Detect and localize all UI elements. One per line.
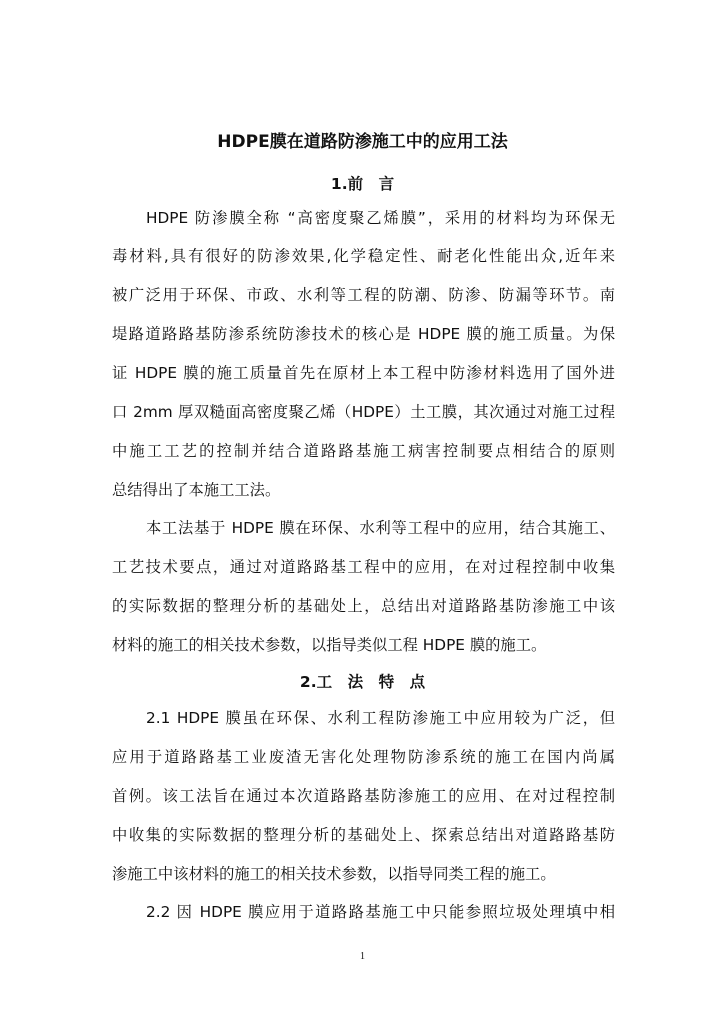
paragraph-line: 中施工工艺的控制并结合道路路基施工病害控制要点相结合的原则 [112, 442, 615, 460]
paragraph-line: 总结得出了本施工工法。 [112, 481, 281, 499]
paragraph-line: 口 2mm 厚双糙面高密度聚乙烯（HDPE）土工膜，其次通过对施工过程 [112, 403, 615, 421]
paragraph-line: 中收集的实际数据的整理分析的基础处上、探索总结出对道路路基防 [112, 826, 615, 844]
paragraph-line: 材料的施工的相关技术参数，以指导类似工程 HDPE 膜的施工。 [112, 636, 547, 654]
section-heading-features: 2.工 法 特 点 [299, 673, 426, 691]
paragraph-line: 渗施工中该材料的施工的相关技术参数，以指导同类工程的施工。 [112, 865, 556, 883]
page-number: 1 [360, 951, 365, 962]
paragraph-line: 毒材料,具有很好的防渗效果,化学稳定性、耐老化性能出众,近年来 [112, 247, 615, 265]
paragraph-line: 证 HDPE 膜的施工质量首先在原材上本工程中防渗材料选用了国外进 [112, 364, 615, 382]
paragraph-line: HDPE 防渗膜全称 “高密度聚乙烯膜”，采用的材料均为环保无 [146, 209, 615, 227]
paragraph-line: 本工法基于 HDPE 膜在环保、水利等工程中的应用，结合其施工、 [146, 519, 615, 537]
paragraph-line: 应用于道路路基工业废渣无害化处理物防渗系统的施工在国内尚属 [112, 748, 615, 766]
paragraph-line: 2.1 HDPE 膜虽在环保、水利工程防渗施工中应用较为广泛，但 [146, 709, 615, 727]
section-heading-preface: 1.前 言 [330, 175, 395, 193]
paragraph-line: 工艺技术要点，通过对道路路基工程中的应用，在对过程控制中收集 [112, 558, 615, 576]
paragraph-line: 的实际数据的整理分析的基础处上，总结出对道路路基防渗施工中该 [112, 597, 615, 615]
paragraph-line: 首例。该工法旨在通过本次道路路基防渗施工的应用、在对过程控制 [112, 787, 615, 805]
paragraph-line: 堤路道路路基防渗系统防渗技术的核心是 HDPE 膜的施工质量。为保 [112, 325, 615, 343]
document-title: HDPE膜在道路防渗施工中的应用工法 [217, 132, 508, 152]
paragraph-line: 被广泛用于环保、市政、水利等工程的防潮、防渗、防漏等环节。南 [112, 286, 615, 304]
paragraph-line: 2.2 因 HDPE 膜应用于道路路基施工中只能参照垃圾处理填中相 [146, 903, 615, 921]
